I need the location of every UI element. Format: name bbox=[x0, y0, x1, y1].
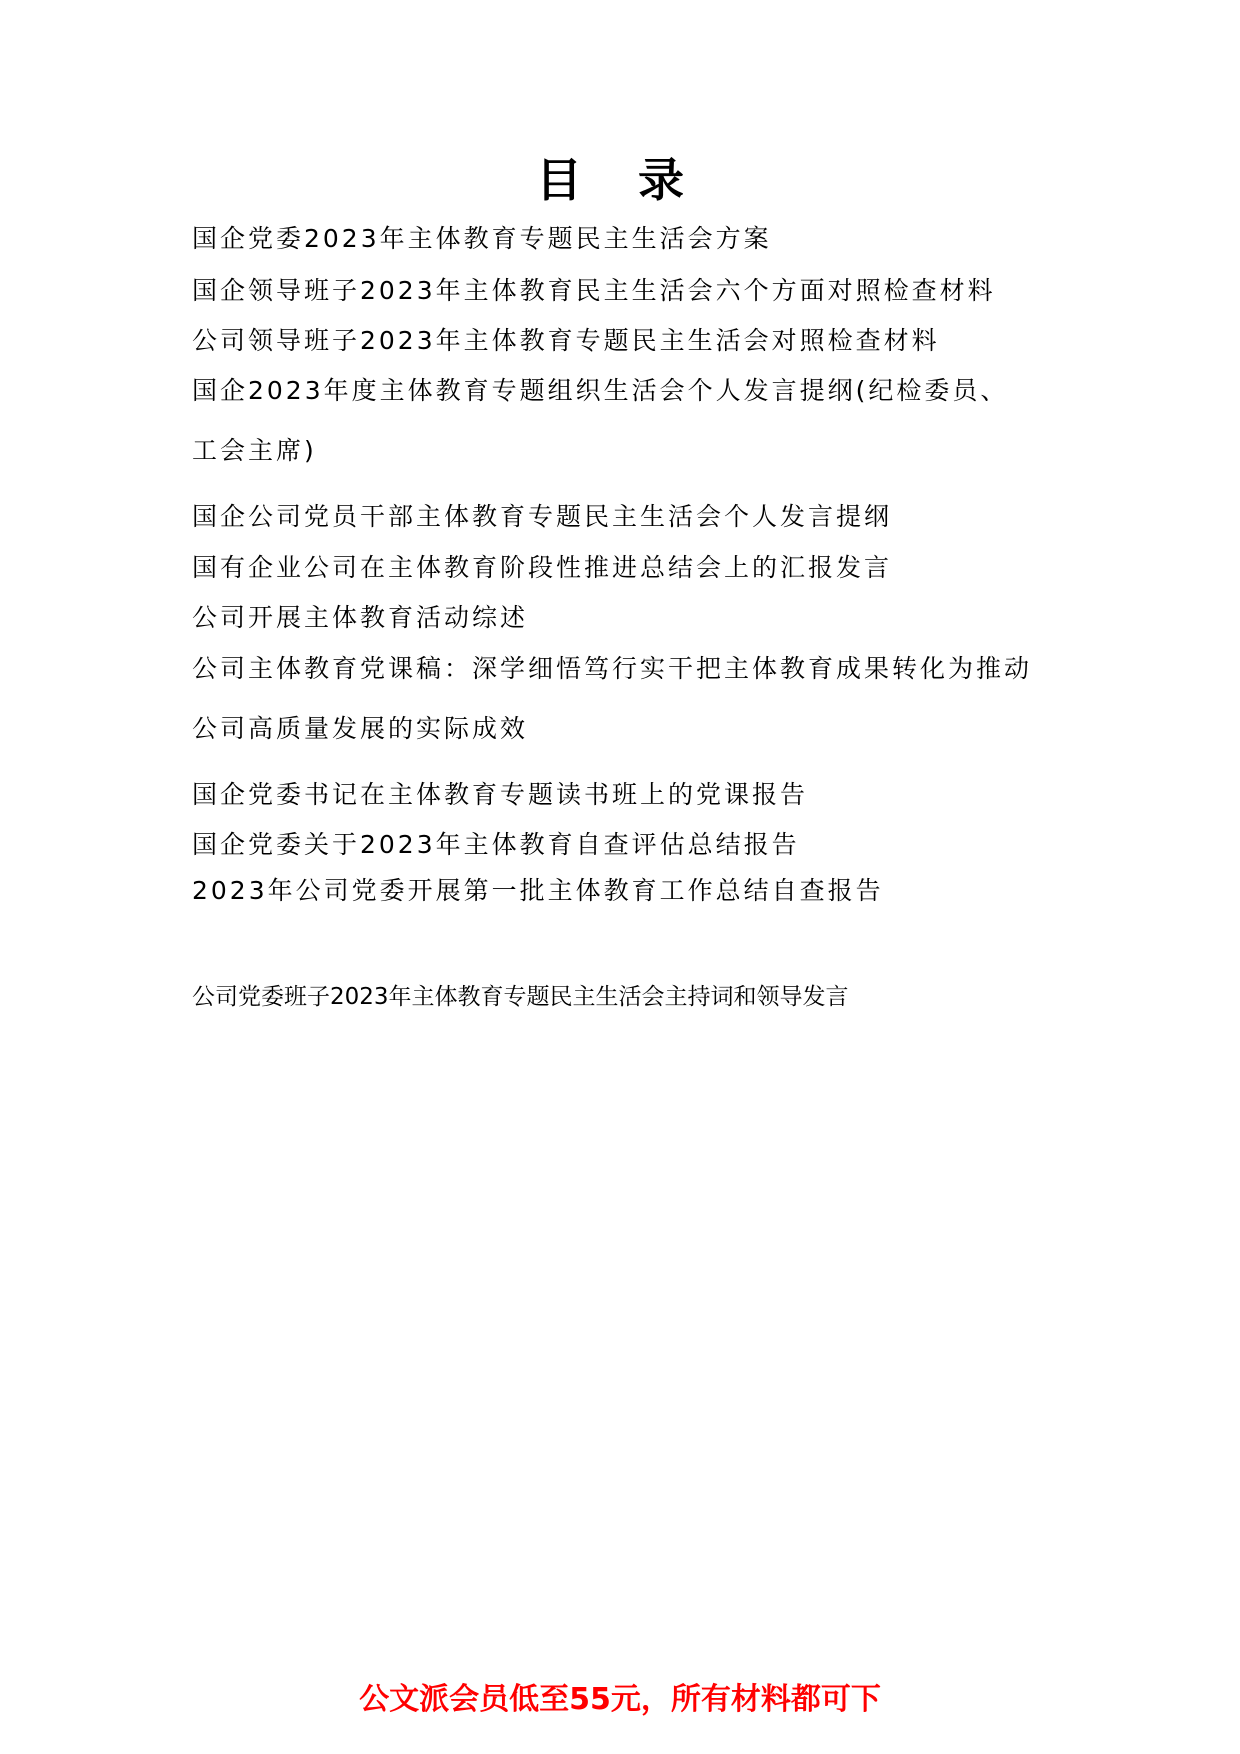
toc-item-multiline[interactable] bbox=[192, 374, 1072, 468]
toc-item[interactable]: 2023年公司党委开展第一批主体教育工作总结自查报告 bbox=[192, 876, 884, 905]
toc-item[interactable]: 国企党委关于2023年主体教育自查评估总结报告 bbox=[192, 830, 800, 859]
toc-item[interactable]: 公司党委班子2023年主体教育专题民主生活会主持词和领导发言 bbox=[192, 984, 849, 1010]
toc-item[interactable]: 国企党委2023年主体教育专题民主生活会方案 bbox=[192, 224, 772, 253]
toc-item-line: 公司高质量发展的实际成效 bbox=[192, 714, 529, 743]
toc-item-multiline[interactable] bbox=[192, 652, 1072, 746]
toc-item[interactable]: 公司开展主体教育活动综述 bbox=[192, 603, 529, 632]
toc-item[interactable]: 国企公司党员干部主体教育专题民主生活会个人发言提纲 bbox=[192, 502, 893, 531]
toc-item-line: 公司主体教育党课稿：深学细悟笃行实干把主体教育成果转化为推动 bbox=[192, 654, 1033, 683]
toc-item[interactable]: 国有企业公司在主体教育阶段性推进总结会上的汇报发言 bbox=[192, 553, 893, 582]
toc-item[interactable]: 国企党委书记在主体教育专题读书班上的党课报告 bbox=[192, 780, 809, 809]
toc-item-line: 国企2023年度主体教育专题组织生活会个人发言提纲(纪检委员、 bbox=[192, 376, 1009, 405]
page-title: 目 录 bbox=[535, 153, 704, 207]
toc-item-line: 工会主席) bbox=[192, 436, 317, 465]
promo-footer[interactable]: 公文派会员低至55元，所有材料都可下 bbox=[359, 1682, 881, 1717]
toc-item[interactable]: 国企领导班子2023年主体教育民主生活会六个方面对照检查材料 bbox=[192, 276, 996, 305]
toc-item[interactable]: 公司领导班子2023年主体教育专题民主生活会对照检查材料 bbox=[192, 326, 940, 355]
